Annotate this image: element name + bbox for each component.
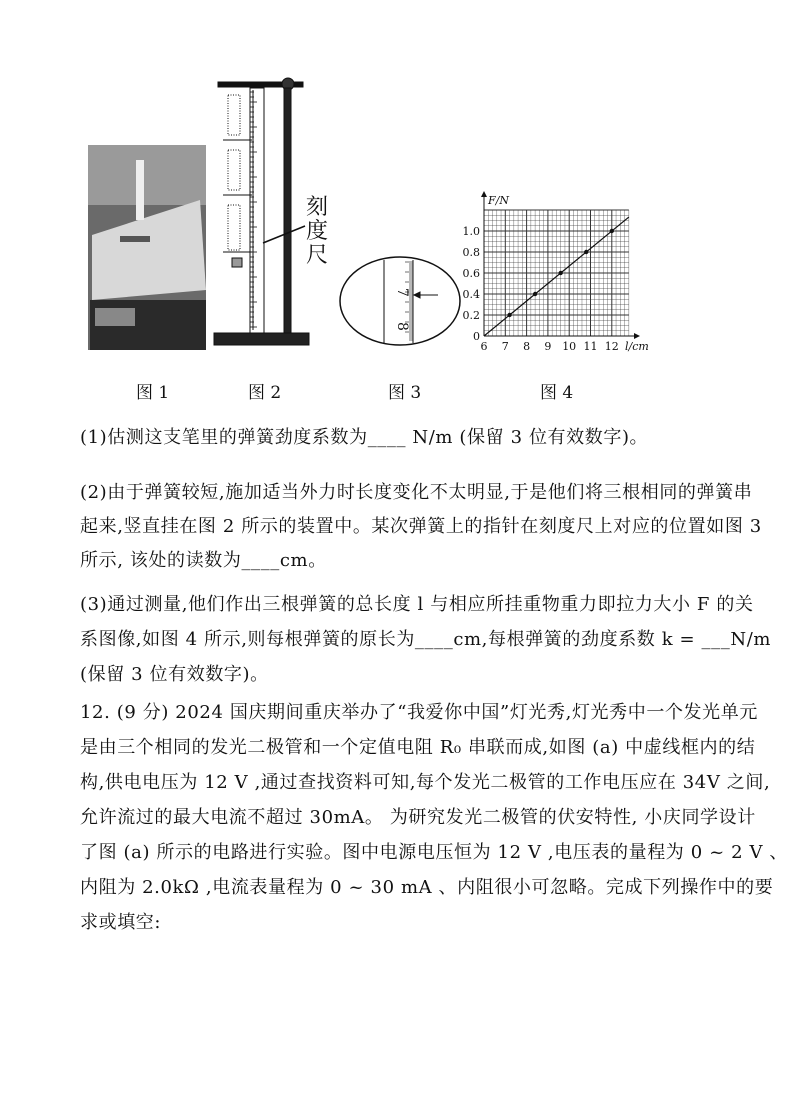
scale-digit-8: 8 [394,322,410,331]
spring-3-icon [228,205,240,250]
x-tick-label: 9 [544,340,552,353]
figure-4-chart [463,191,649,353]
x-tick-label: 12 [604,340,619,353]
question-3-line: (3)通过测量,他们作出三根弹簧的总长度 l 与相应所挂重物重力即拉力大小 F 的关 [80,594,754,615]
spring-1-icon [228,95,240,135]
question-2-line: 所示, 该处的读数为____cm。 [80,550,327,571]
question-2-line: 起来,竖直挂在图 2 所示的装置中。某次弹簧上的指针在刻度尺上对应的位置如图 3 [80,516,762,537]
figures-area [0,0,800,400]
y-tick-label: 1.0 [462,225,480,238]
y-tick-label: 0.4 [462,288,480,301]
x-tick-label: 8 [523,340,531,353]
y-tick-label: 0.8 [462,246,480,259]
question-1: (1)估测这支笔里的弹簧劲度系数为____ N/m (保留 3 位有效数字)。 [80,427,649,448]
y-axis-arrow [481,191,487,197]
y-axis-label: F/N [488,194,509,207]
chart-grid [484,210,629,336]
scale-digit-7: 7 [394,288,410,297]
y-tick-label: 0.2 [462,309,480,322]
data-point [558,271,562,275]
question-12-line: 允许流过的最大电流不超过 30mA。 为研究发光二极管的伏安特性, 小庆同学设计 [80,807,756,828]
question-12-line: 了图 (a) 所示的电路进行实验。图中电源电压恒为 12 V ,电压表的量程为 0 ~ 2 V 、 [80,842,788,863]
x-tick-label: 6 [480,340,488,353]
x-tick-label: 11 [583,340,598,353]
y-tick-label: 0.6 [462,267,480,280]
data-point [584,250,588,254]
x-tick-label: 10 [562,340,577,353]
x-axis-label: l/cm [625,340,649,353]
question-3-line: (保留 3 位有效数字)。 [80,664,269,685]
figure-2-stand [214,78,309,345]
question-2-line: (2)由于弹簧较短,施加适当外力时长度变化不太明显,于是他们将三根相同的弹簧串 [80,482,753,503]
caption-fig1: 图 1 [136,383,170,403]
question-12-line: 求或填空: [80,912,162,933]
x-tick-label: 7 [501,340,509,353]
caption-fig2: 图 2 [248,383,282,403]
figure-1-photo [88,145,206,350]
question-12-line: 内阻为 2.0kΩ ,电流表量程为 0 ~ 30 mA 、内阻很小可忽略。完成下列操作中的要 [80,877,774,898]
ruler-label: 刻度尺 [306,195,329,268]
spring-2-icon [228,150,240,190]
y-tick-label: 0 [473,330,480,343]
x-axis-arrow [634,333,640,339]
data-point [533,292,537,296]
question-12-line: 是由三个相同的发光二极管和一个定值电阻 R₀ 串联而成,如图 (a) 中虚线框内的结 [80,737,756,758]
caption-fig3: 图 3 [388,383,422,403]
question-12-line: 构,供电电压为 12 V ,通过查找资料可知,每个发光二极管的工作电压应在 34V 之间, [80,772,771,793]
data-point [507,313,511,317]
figure-3-zoom-view [340,257,460,345]
data-point [610,229,614,233]
question-3-line: 系图像,如图 4 所示,则每根弹簧的原长为____cm,每根弹簧的劲度系数 k = ___N/m [80,629,772,650]
question-12-line: 12. (9 分) 2024 国庆期间重庆举办了“我爱你中国”灯光秀,灯光秀中一个发光单元 [80,702,758,723]
caption-fig4: 图 4 [540,383,574,403]
